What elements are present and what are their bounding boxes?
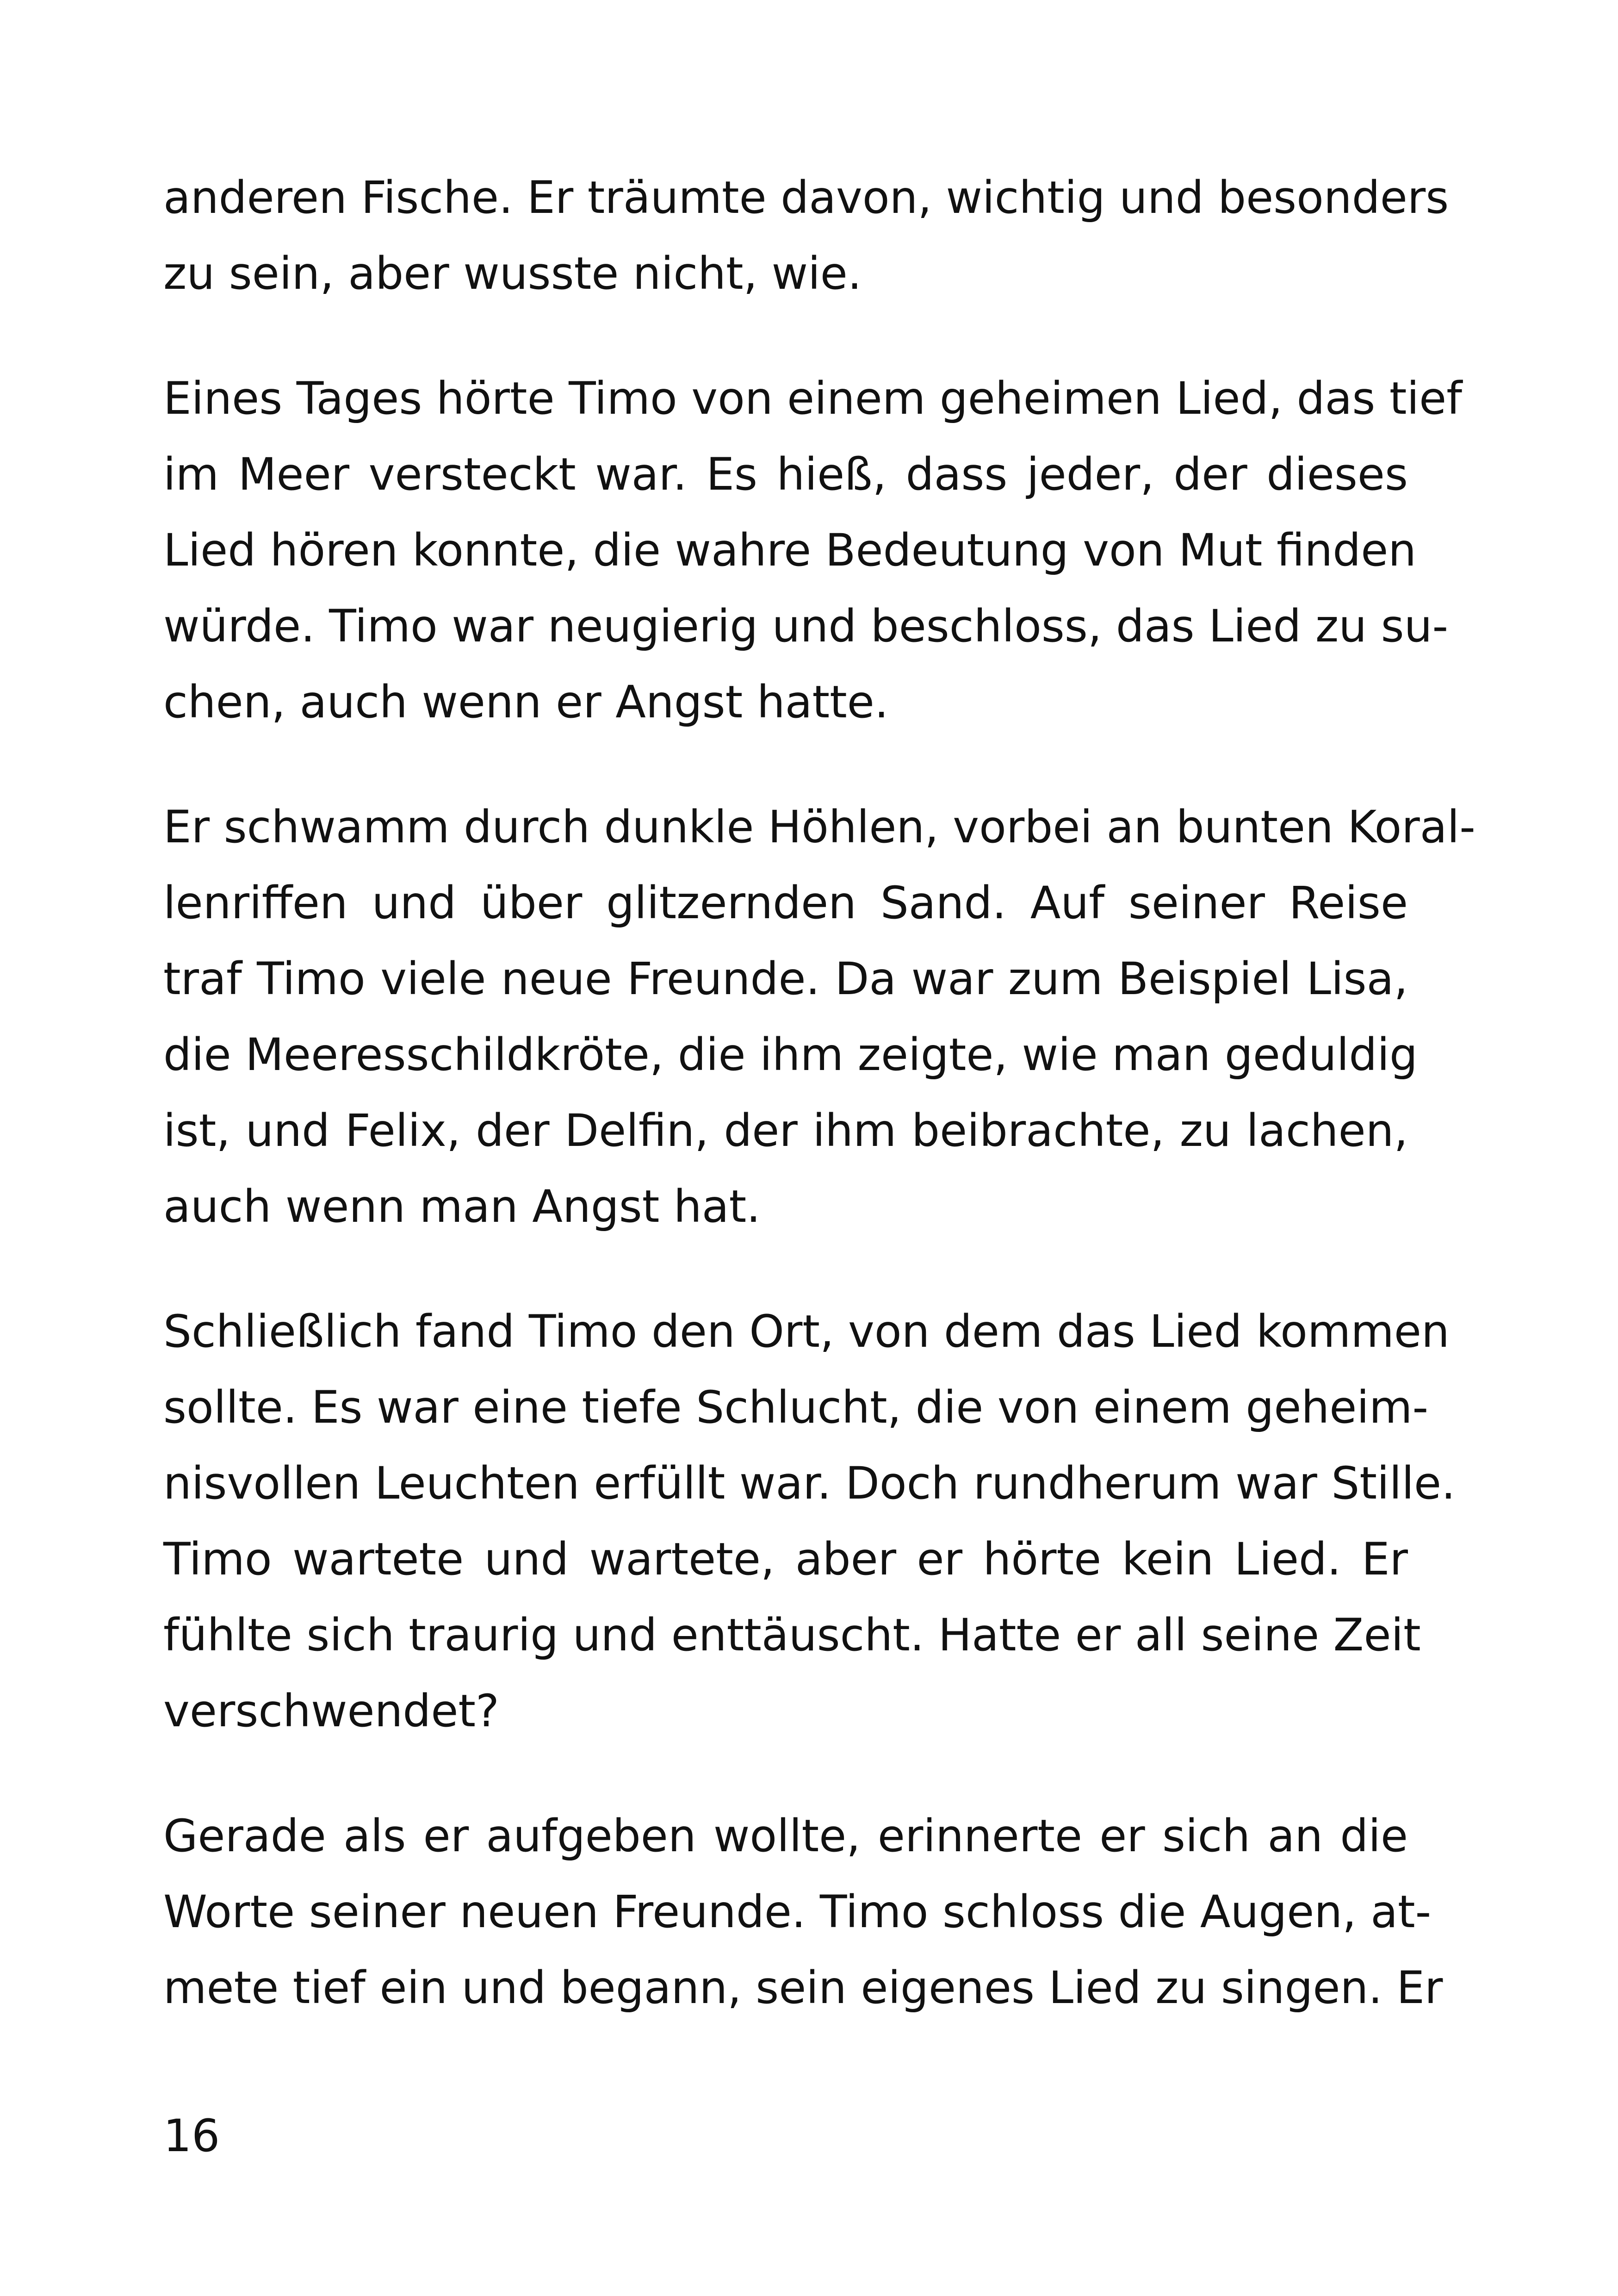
body-text	[163, 160, 1475, 2026]
text-line: anderen Fische. Er träumte davon, wichtig und besonders	[163, 172, 1449, 224]
text-line: Timo wartete und wartete, aber er hörte kein Lied. Er	[163, 1533, 1408, 1585]
text-line: ist, und Felix, der Delfin, der ihm beibrachte, zu lachen,	[163, 1105, 1408, 1157]
text-line: zu sein, aber wusste nicht, wie.	[163, 248, 862, 299]
paragraph-4	[163, 1294, 1456, 1749]
text-line: auch wenn man Angst hat.	[163, 1181, 761, 1232]
text-line: mete tief ein und begann, sein eigenes Lied zu singen. Er	[163, 1962, 1443, 2014]
text-line: Worte seiner neuen Freunde. Timo schloss die Augen, at-	[163, 1886, 1432, 1938]
text-line: Schließlich fand Timo den Ort, von dem das Lied kommen	[163, 1306, 1450, 1357]
text-line: Er schwamm durch dunkle Höhlen, vorbei an bunten Koral-	[163, 801, 1475, 853]
text-line: Lied hören konnte, die wahre Bedeutung von Mut finden	[163, 524, 1417, 576]
text-line: Eines Tages hörte Timo von einem geheimen Lied, das tief	[163, 373, 1463, 424]
paragraph-2	[163, 361, 1463, 740]
text-line: verschwendet?	[163, 1685, 499, 1737]
paragraph-1	[163, 160, 1449, 311]
text-line: Gerade als er aufgeben wollte, erinnerte er sich an die	[163, 1810, 1408, 1862]
text-line: nisvollen Leuchten erfüllt war. Doch rundherum war Stille.	[163, 1457, 1456, 1509]
text-line: im Meer versteckt war. Es hieß, dass jeder, der dieses	[163, 448, 1408, 500]
text-line: chen, auch wenn er Angst hatte.	[163, 676, 889, 728]
text-line: die Meeresschildkröte, die ihm zeigte, wie man geduldig	[163, 1029, 1418, 1081]
text-line: lenriffen und über glitzernden Sand. Auf seiner Reise	[163, 877, 1408, 929]
text-line: fühlte sich traurig und enttäuscht. Hatte er all seine Zeit	[163, 1609, 1421, 1661]
text-line: traf Timo viele neue Freunde. Da war zum Beispiel Lisa,	[163, 953, 1408, 1005]
paragraph-5	[163, 1798, 1443, 2026]
text-line: sollte. Es war eine tiefe Schlucht, die von einem geheim-	[163, 1381, 1429, 1433]
text-line: würde. Timo war neugierig und beschloss, das Lied zu su-	[163, 600, 1449, 652]
page-number: 16	[163, 2110, 220, 2162]
paragraph-3	[163, 789, 1475, 1244]
